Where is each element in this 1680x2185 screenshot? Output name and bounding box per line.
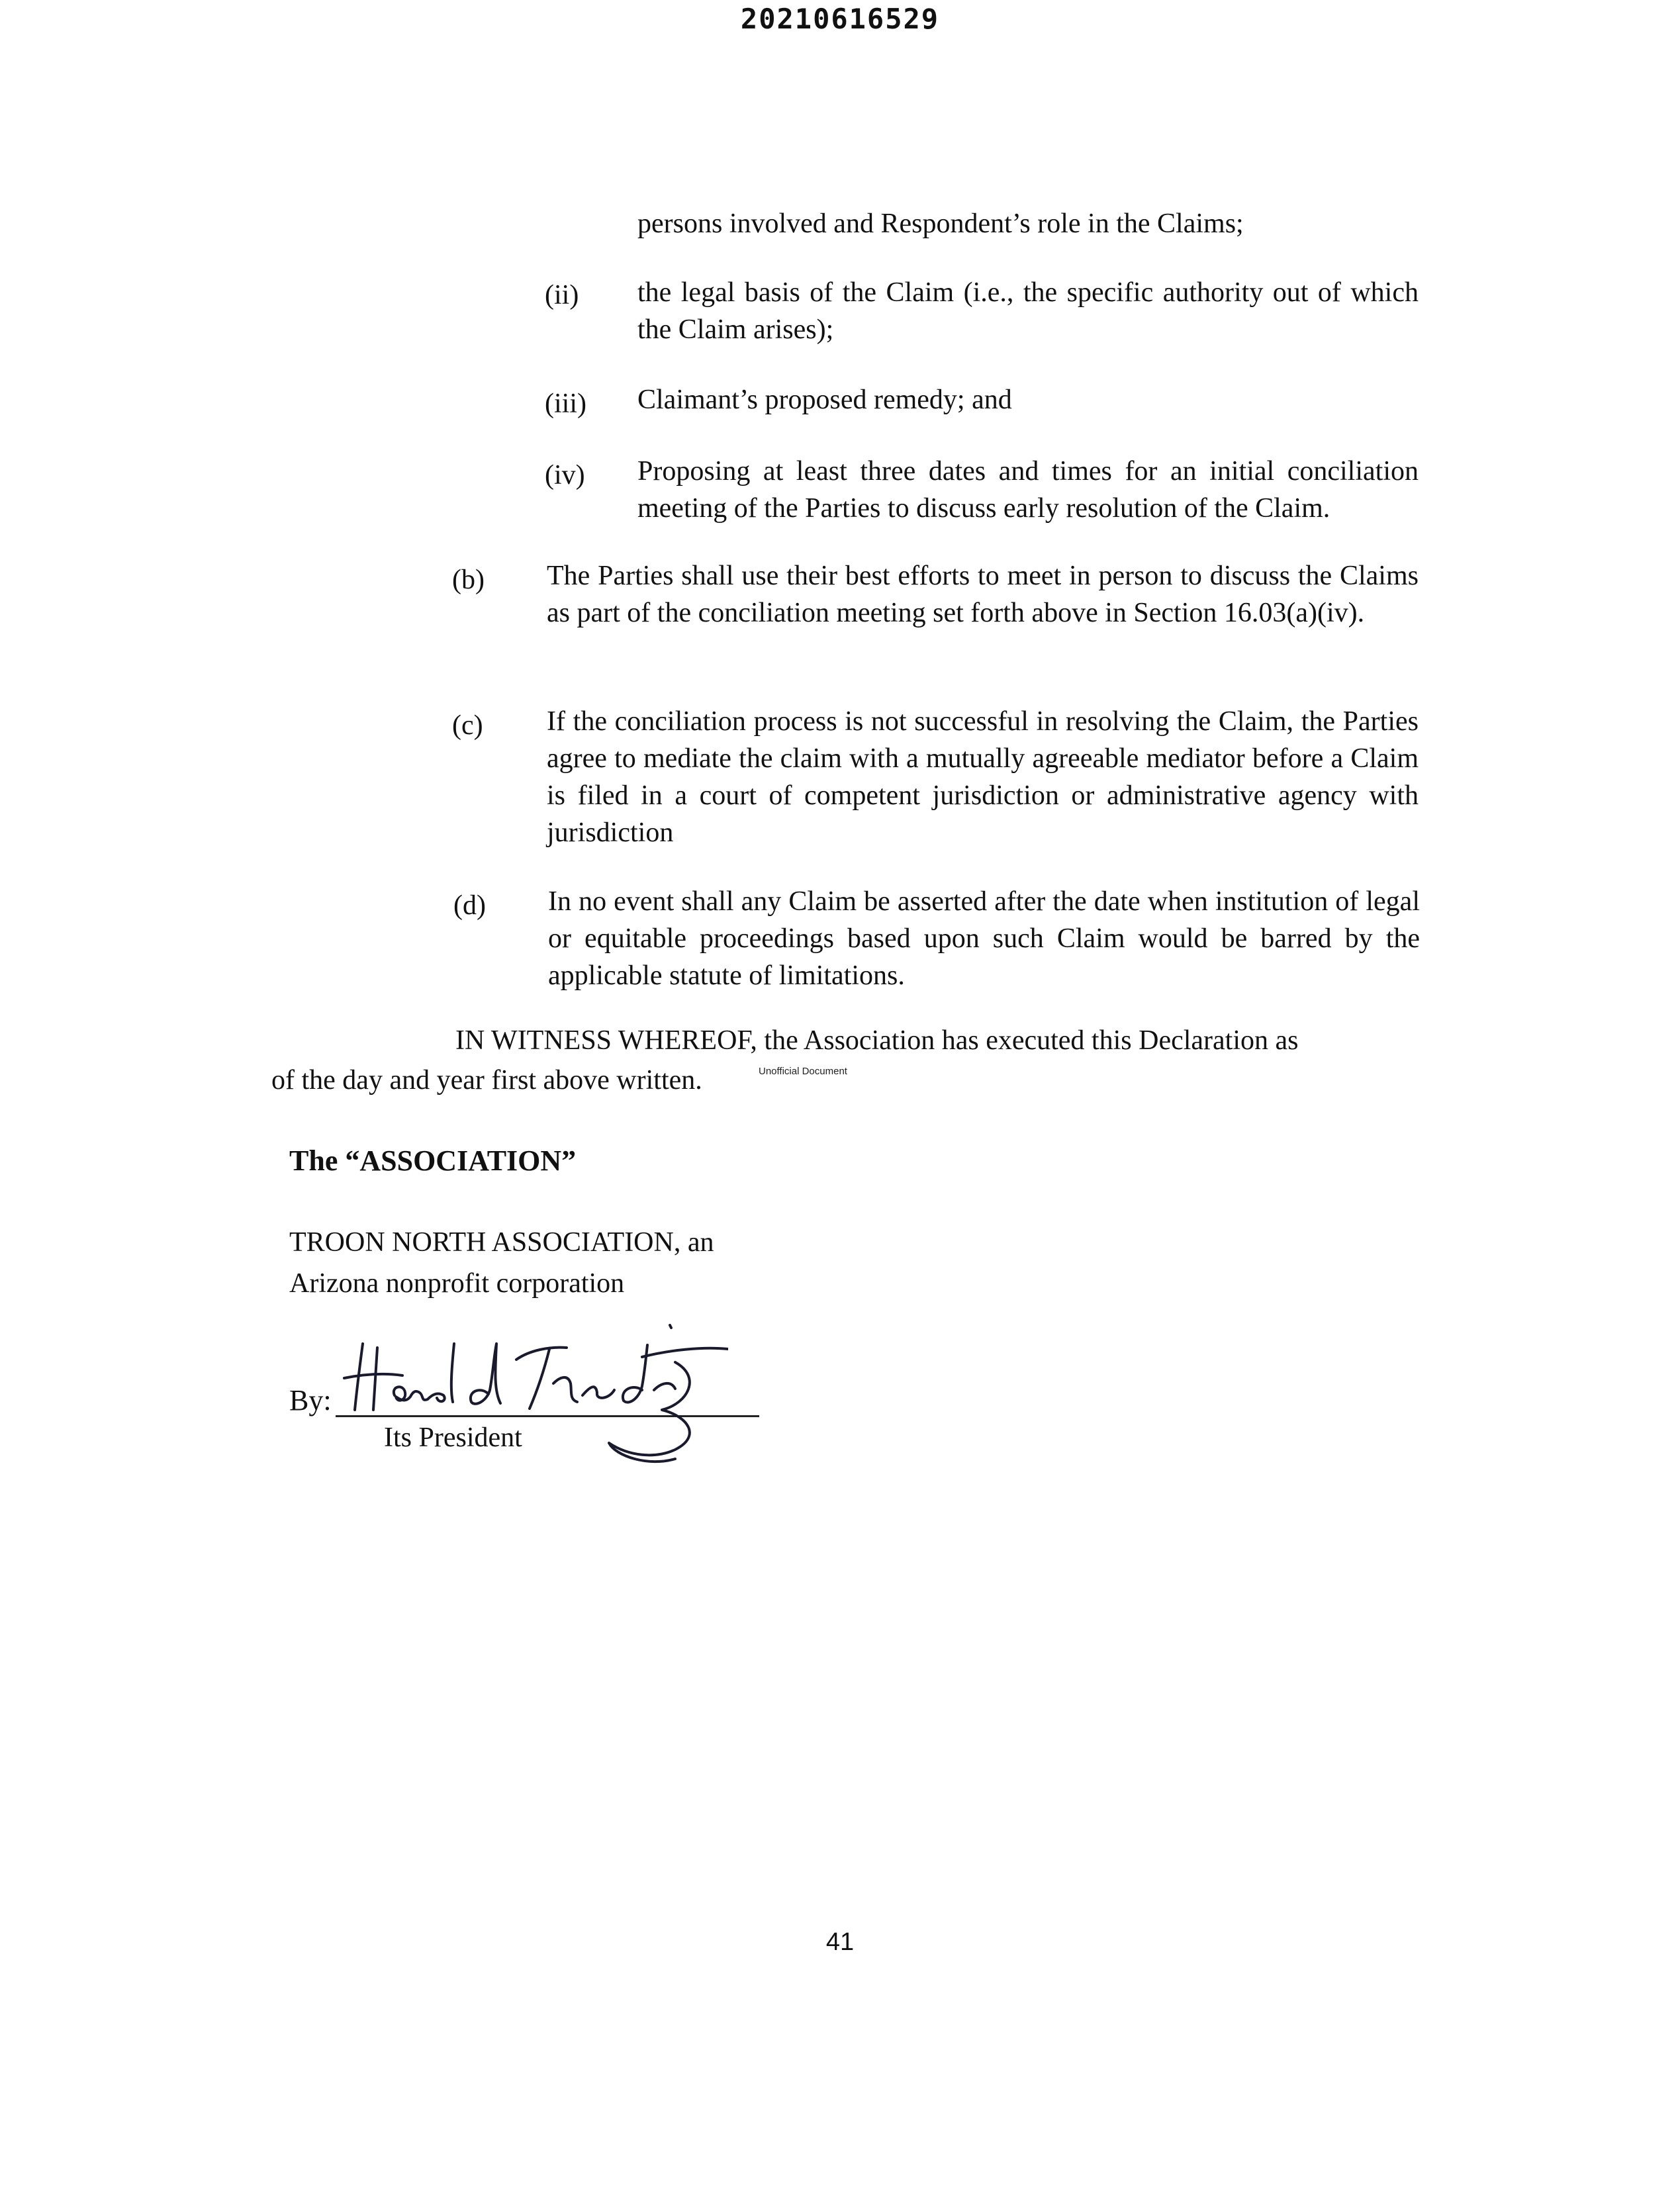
clause-i-continued: persons involved and Respondent’s role in the Claims; <box>637 209 1244 239</box>
clause-d-label: (d) <box>453 890 486 921</box>
clause-iii-text: Claimant’s proposed remedy; and <box>637 385 1012 415</box>
association-name-line-2: Arizona nonprofit corporation <box>289 1268 625 1299</box>
signer-title: Its President <box>384 1422 522 1453</box>
unofficial-document-stamp: Unofficial Document <box>759 1066 847 1077</box>
handwritten-signature <box>331 1317 728 1476</box>
association-heading: The “ASSOCIATION” <box>289 1144 577 1177</box>
witness-line-2: of the day and year first above written. <box>271 1065 702 1095</box>
clause-d-text: In no event shall any Claim be asserted after the date when institution of legal or equitable proceedings based upon such Claim would be barred by the applicable statute of limitations. <box>548 886 1420 991</box>
clause-iv-text: Proposing at least three dates and times for an initial conciliation meeting of the Parties to discuss early resolution of the Claim. <box>637 456 1419 524</box>
clause-ii-label: (ii) <box>545 280 579 310</box>
clause-c-text: If the conciliation process is not successful in resolving the Claim, the Parties agree to mediate the claim with a mutually agreeable mediator before a Claim is filed in a court of competent jurisdiction or administrative agency with jurisdiction <box>547 706 1419 848</box>
clause-ii-text: the legal basis of the Claim (i.e., the specific authority out of which the Claim arises); <box>637 277 1419 345</box>
page-number: 41 <box>825 1928 855 1956</box>
association-name <box>289 1222 714 1304</box>
clause-iii-label: (iii) <box>545 389 586 419</box>
by-label: By: <box>289 1384 332 1417</box>
clause-iv-label: (iv) <box>545 460 585 490</box>
association-name-line-1: TROON NORTH ASSOCIATION, an <box>289 1227 714 1258</box>
clause-c-label: (c) <box>452 710 483 741</box>
clause-b-label: (b) <box>452 565 485 595</box>
witness-line-1: IN WITNESS WHEREOF, the Association has executed this Declaration as <box>455 1025 1299 1056</box>
document-number: 20210616529 <box>740 3 940 35</box>
clause-b-text: The Parties shall use their best efforts to meet in person to discuss the Claims as part of the conciliation meeting set forth above in Section 16.03(a)(iv). <box>547 561 1419 628</box>
